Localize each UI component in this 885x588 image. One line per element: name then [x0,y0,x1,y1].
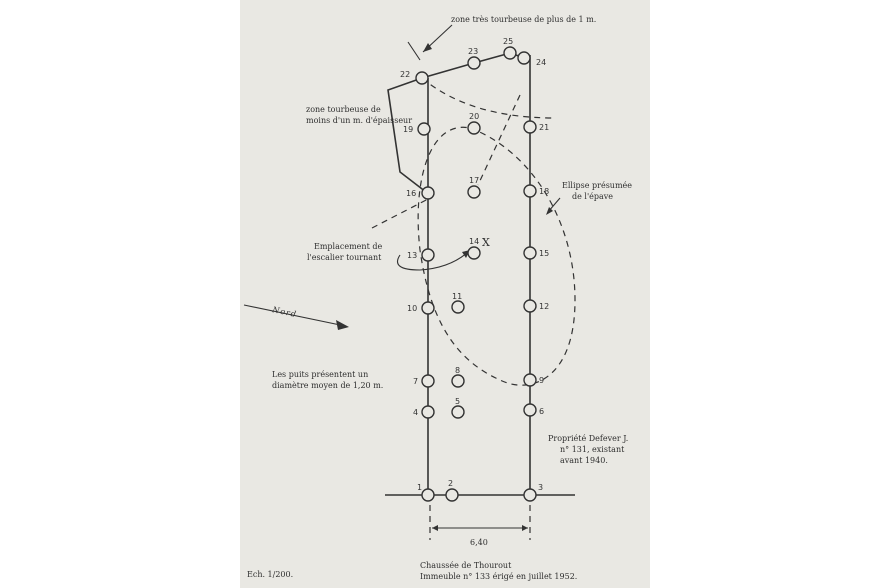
well-label-4: 4 [413,408,419,417]
wells-note-line2: diamètre moyen de 1,20 m. [272,381,384,390]
ellipse-label-line2: de l'épave [572,192,614,201]
staircase-label-line2: l'escalier tournant [307,253,382,262]
well-label-12: 12 [539,302,550,311]
well-25 [504,47,516,59]
dimension-arrow-left [432,525,438,531]
staircase-marker: X [482,236,490,249]
well-label-13: 13 [407,251,418,260]
well-3 [524,489,536,501]
well-12 [524,300,536,312]
well-label-11: 11 [452,292,463,301]
well-label-24: 24 [536,58,547,67]
well-label-10: 10 [407,304,418,313]
well-4 [422,406,434,418]
well-1 [422,489,434,501]
well-18 [524,185,536,197]
well-8 [452,375,464,387]
well-label-1: 1 [417,483,423,492]
upper-dashed-diagonal [478,95,520,185]
well-13 [422,249,434,261]
peat-zone-label-line1: zone tourbeuse de [306,105,381,114]
staircase-label-line1: Emplacement de [314,242,383,251]
property-label-line2: n° 131, existant [560,445,625,454]
width-dimension: 6,40 [470,538,488,547]
well-5 [452,406,464,418]
leftover-slash [408,42,420,60]
north-arrowhead [336,320,349,330]
well-label-19: 19 [403,125,414,134]
well-label-21: 21 [539,123,550,132]
well-label-22: 22 [400,70,411,79]
well-2 [446,489,458,501]
well-19 [418,123,430,135]
property-label-line3: avant 1940. [560,456,608,465]
well-label-14: 14 [469,237,480,246]
well-label-25: 25 [503,37,514,46]
well-15 [524,247,536,259]
well-16 [422,187,434,199]
well-label-6: 6 [539,407,545,416]
well-22 [416,72,428,84]
dimension-arrow-right [522,525,528,531]
well-20 [468,122,480,134]
well-label-8: 8 [455,366,461,375]
well-21 [524,121,536,133]
well-label-23: 23 [468,47,479,56]
well-6 [524,404,536,416]
peat-zone-label-line2: moins d'un m. d'épaisseur [306,116,413,125]
peat-dashed-diagonal [372,197,432,228]
well-label-18: 18 [539,187,550,196]
well-label-15: 15 [539,249,550,258]
well-9 [524,374,536,386]
well-10 [422,302,434,314]
wells-note-line1: Les puits présentent un [272,370,369,379]
well-label-17: 17 [469,176,480,185]
peat-zone-dashed-boundary [422,78,555,118]
road-label: Chaussée de Thourout [420,561,512,570]
well-label-3: 3 [538,483,544,492]
well-14 [468,247,480,259]
scale-label: Ech. 1/200. [247,570,294,579]
well-17 [468,186,480,198]
north-label: Nord [271,305,298,320]
well-label-2: 2 [448,479,454,488]
well-23 [468,57,480,69]
top-zone-annotation: zone très tourbeuse de plus de 1 m. [451,15,597,24]
wreck-ellipse [418,127,575,385]
property-label-line1: Propriété Defever J. [548,434,629,443]
well-24 [518,52,530,64]
well-label-5: 5 [455,397,461,406]
well-label-9: 9 [539,376,545,385]
well-label-20: 20 [469,112,480,121]
well-label-16: 16 [406,189,417,198]
well-7 [422,375,434,387]
well-label-7: 7 [413,377,419,386]
ellipse-label-line1: Ellipse présumée [562,181,633,190]
peat-zone-boundary [388,78,426,192]
building-label: Immeuble n° 133 érigé en juillet 1952. [420,572,578,581]
well-11 [452,301,464,313]
